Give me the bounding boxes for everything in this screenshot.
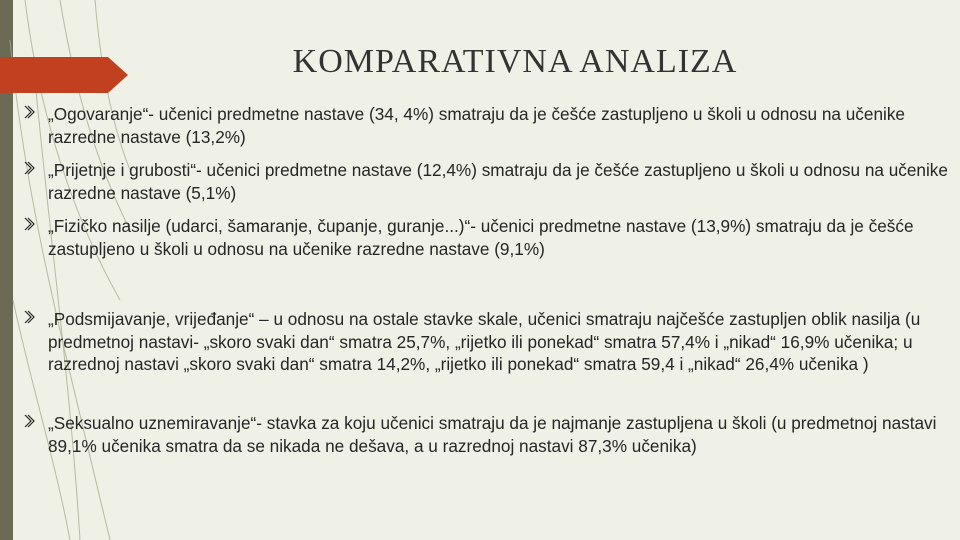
bullet-text: „Prijetnje i grubosti“- učenici predmetne nastave (12,4%) smatraju da je češće zastupljeno u školi u odnosu na učenike razredne nastave (5,1%)	[48, 160, 948, 203]
diamond-arrow-bullet-icon	[24, 310, 36, 324]
diamond-arrow-bullet-icon	[24, 414, 36, 428]
diamond-arrow-bullet-icon	[24, 217, 36, 231]
diamond-arrow-bullet-icon	[24, 105, 36, 119]
bullet-text: „Seksualno uznemiravanje“- stavka za koju učenici smatraju da je najmanje zastupljena u školi (u predmetnoj nastavi 89,1% učenika smatra da se nikada ne dešava, a u razrednoj nastavi 87,3% učenika)	[48, 413, 937, 456]
bullet-text: „Podsmijavanje, vrijeđanje“ – u odnosu na ostale stavke skale, učenici smatraju najčešće zastupljen oblik nasilja (u predmetnoj nastavi- „skoro svaki dan“ smatra 25,7%, „rijetko ili ponekad“ smatra 57,4% i „nikad“ 16,9% učenika; u razrednoj nastavi „skoro svaki dan“ smatra 14,2%, „rijetko ili ponekad“ smatra 59,4 i „nikad“ 26,4% učenika )	[48, 309, 921, 374]
diamond-arrow-bullet-icon	[24, 161, 36, 175]
bullet-text: „Ogovaranje“- učenici predmetne nastave (34, 4%) smatraju da je češće zastupljeno u školi u odnosu na učenike razredne nastave (13,2%)	[48, 104, 905, 147]
title-accent-tab	[0, 57, 128, 93]
bullet-text: „Fizičko nasilje (udarci, šamaranje, čupanje, guranje...)“- učenici predmetne nastave (13,9%) smatraju da je češće zastupljeno u školi u odnosu na učenike razredne nastave (9,1%)	[48, 216, 914, 259]
slide-title: KOMPARATIVNA ANALIZA	[292, 43, 738, 80]
